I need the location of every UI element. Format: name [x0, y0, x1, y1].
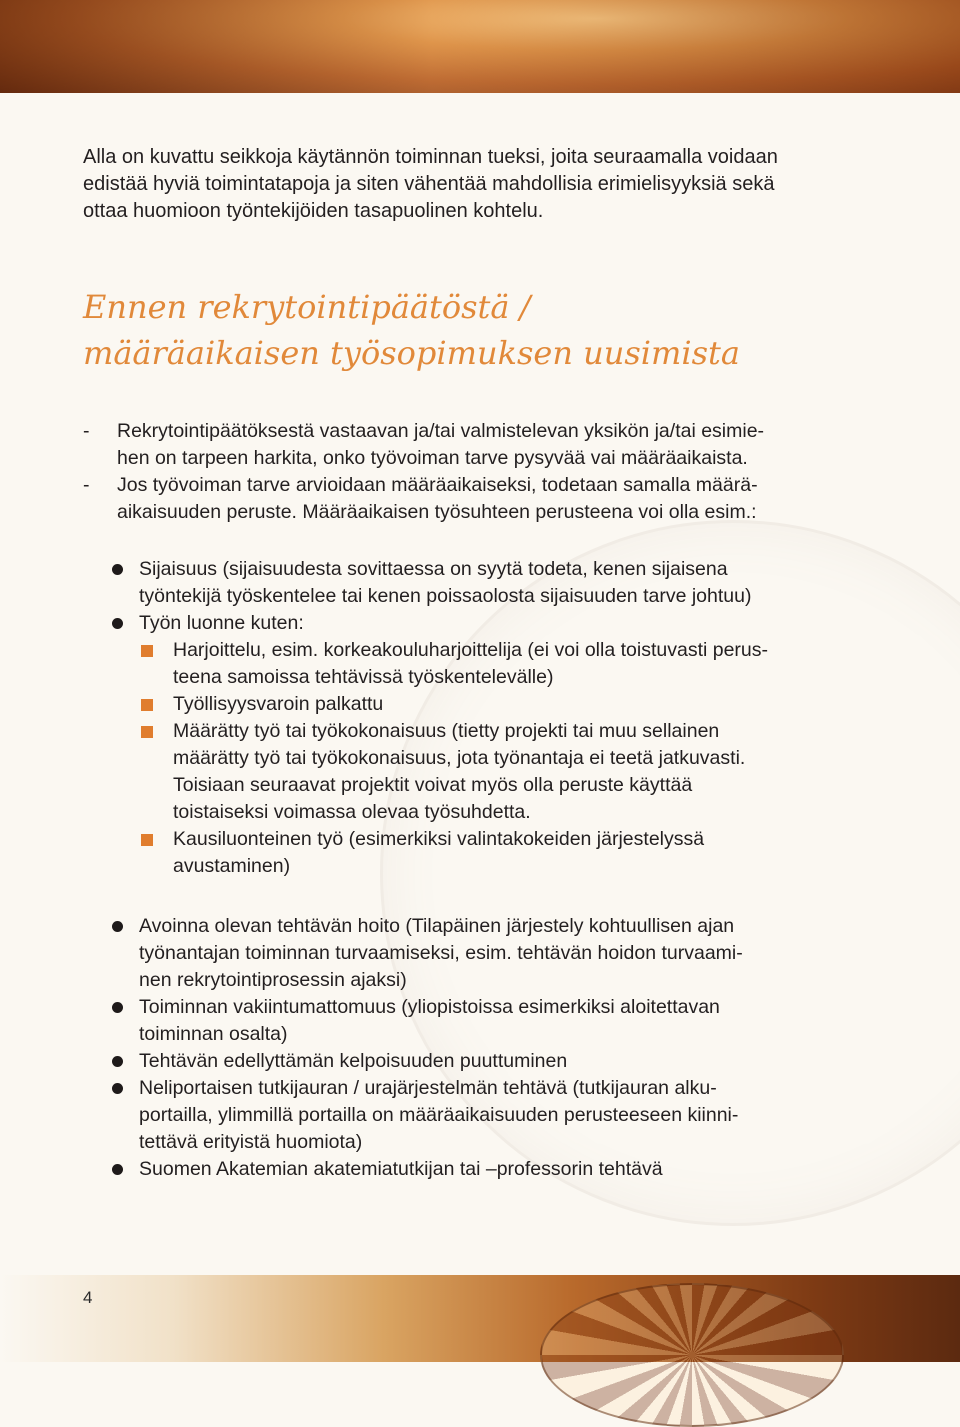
bullet-line: Neliportaisen tutkijauran / urajärjestelmän tehtävä (tutkijauran alku-: [139, 1077, 717, 1099]
dash-item: [83, 418, 883, 472]
round-bullet-icon: [112, 1002, 123, 1013]
bullet-item: [108, 994, 888, 1048]
sub-bullet-item: [139, 691, 888, 718]
round-bullet-icon: [112, 1056, 123, 1067]
round-bullet-icon: [112, 1083, 123, 1094]
intro-line: edistää hyviä toimintatapoja ja siten vähentää mahdollisia erimielisyyksiä sekä: [83, 173, 775, 195]
bullet-line: Tehtävän edellyttämän kelpoisuuden puuttuminen: [139, 1050, 568, 1072]
bullet-line: nen rekrytointiprosessin ajaksi): [139, 969, 407, 991]
round-bullet-icon: [112, 1164, 123, 1175]
page-number: 4: [83, 1288, 93, 1307]
sub-bullet-line: Työllisyysvaroin palkattu: [173, 693, 384, 715]
sub-bullet-line: teena samoissa tehtävissä työskentelevälle): [173, 666, 554, 688]
sub-bullet-line: avustaminen): [173, 855, 291, 877]
bullet-line: portailla, ylimmillä portailla on määräaikaisuuden perusteeseen kiinni-: [139, 1104, 739, 1126]
dash-item-line: Jos työvoiman tarve arvioidaan määräaikaiseksi, todetaan samalla määrä-: [117, 474, 758, 496]
bullet-item: [108, 913, 888, 994]
compass-rose-icon: [540, 1283, 844, 1427]
sub-bullet-list: [139, 637, 888, 880]
bullet-line: Avoinna olevan tehtävän hoito (Tilapäinen järjestely kohtuullisen ajan: [139, 915, 735, 937]
bullet-item: [108, 1156, 888, 1183]
square-bullet-icon: [141, 699, 153, 711]
bullet-item: [108, 1048, 888, 1075]
square-bullet-icon: [141, 726, 153, 738]
sub-bullet-item: [139, 826, 888, 880]
sub-bullet-line: Toisiaan seuraavat projektit voivat myös olla peruste käyttää: [173, 774, 693, 796]
sub-bullet-line: Kausiluonteinen työ (esimerkiksi valintakokeiden järjestelyssä: [173, 828, 705, 850]
bullet-line: Suomen Akatemian akatemiatutkijan tai –professorin tehtävä: [139, 1158, 663, 1180]
square-bullet-icon: [141, 834, 153, 846]
dash-item-line: Rekrytointipäätöksestä vastaavan ja/tai valmistelevan yksikön ja/tai esimie-: [117, 420, 765, 442]
dash-item-line: aikaisuuden peruste. Määräaikaisen työsuhteen perusteena voi olla esim.:: [117, 501, 757, 523]
sub-bullet-line: määrätty työ tai työkokonaisuus, jota työnantaja ei teetä jatkuvasti.: [173, 747, 746, 769]
dash-marker: -: [83, 474, 90, 496]
bullet-line: työnantajan toiminnan turvaamiseksi, esim. tehtävän hoidon turvaami-: [139, 942, 743, 964]
bullet-item: [108, 610, 888, 880]
dash-item: [83, 472, 883, 526]
bullet-list-1: [108, 556, 888, 880]
intro-line: ottaa huomioon työntekijöiden tasapuolinen kohtelu.: [83, 200, 544, 222]
dash-item-line: hen on tarpeen harkita, onko työvoiman tarve pysyvää vai määräaikaista.: [117, 447, 748, 469]
sub-bullet-line: toistaiseksi voimassa olevaa työsuhdetta.: [173, 801, 531, 823]
footer-photo-band: [0, 1275, 960, 1362]
sub-bullet-item: [139, 718, 888, 826]
square-bullet-icon: [141, 645, 153, 657]
bullet-line: Toiminnan vakiintumattomuus (yliopistoissa esimerkiksi aloitettavan: [139, 996, 720, 1018]
dash-list: [83, 418, 883, 526]
bullet-list-2: [108, 913, 888, 1183]
round-bullet-icon: [112, 921, 123, 932]
dash-marker: -: [83, 420, 90, 442]
bullet-item: [108, 1075, 888, 1156]
intro-line: Alla on kuvattu seikkoja käytännön toiminnan tueksi, joita seuraamalla voidaan: [83, 146, 778, 168]
bullet-line: toiminnan osalta): [139, 1023, 288, 1045]
section-heading: [83, 284, 740, 376]
heading-line-1: Ennen rekrytointipäätöstä /: [83, 288, 531, 326]
round-bullet-icon: [112, 564, 123, 575]
round-bullet-icon: [112, 618, 123, 629]
sub-bullet-line: Määrätty työ tai työkokonaisuus (tietty projekti tai muu sellainen: [173, 720, 720, 742]
page-content: [83, 144, 883, 1180]
bullet-line: tettävä erityistä huomiota): [139, 1131, 363, 1153]
header-photo-band: [0, 0, 960, 93]
bullet-line: työntekijä työskentelee tai kenen poissaolosta sijaisuuden tarve johtuu): [139, 585, 752, 607]
sub-bullet-line: Harjoittelu, esim. korkeakouluharjoittelija (ei voi olla toistuvasti perus-: [173, 639, 769, 661]
heading-line-2: määräaikaisen työsopimuksen uusimista: [83, 334, 740, 372]
bullet-line: Työn luonne kuten:: [139, 612, 304, 634]
bullet-line: Sijaisuus (sijaisuudesta sovittaessa on syytä todeta, kenen sijaisena: [139, 558, 728, 580]
intro-paragraph: [83, 144, 883, 225]
sub-bullet-item: [139, 637, 888, 691]
bullet-item: [108, 556, 888, 610]
